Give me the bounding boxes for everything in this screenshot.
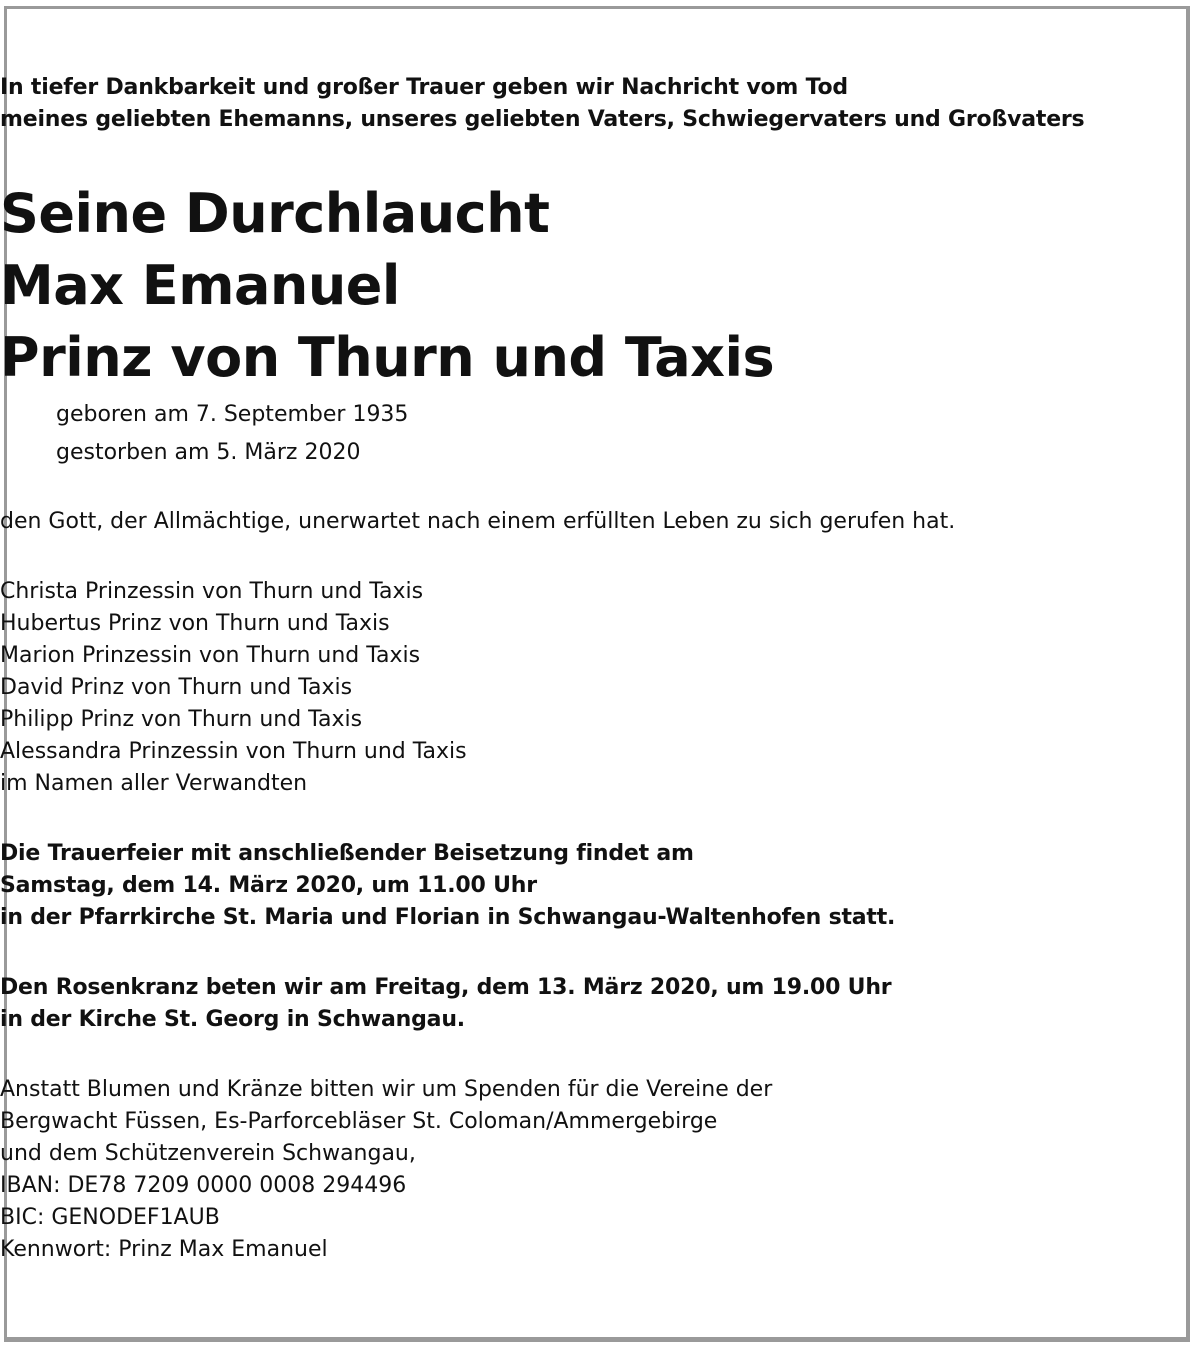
family-member: Marion Prinzessin von Thurn und Taxis bbox=[0, 643, 421, 668]
intro-text bbox=[0, 72, 1200, 136]
intro-line: meines geliebten Ehemanns, unseres geliebten Vaters, Schwiegervaters und Großvaters bbox=[0, 107, 1085, 132]
family-member: Hubertus Prinz von Thurn und Taxis bbox=[0, 611, 390, 636]
donation-line: Anstatt Blumen und Kränze bitten wir um Spenden für die Vereine der bbox=[0, 1077, 773, 1102]
family-member: Alessandra Prinzessin von Thurn und Taxis bbox=[0, 739, 467, 764]
deceased-name bbox=[0, 178, 1200, 394]
family-list bbox=[0, 576, 1200, 800]
closing-sentence: den Gott, der Allmächtige, unerwartet nach einem erfüllten Leben zu sich gerufen hat. bbox=[0, 509, 956, 534]
death-date: gestorben am 5. März 2020 bbox=[56, 440, 361, 465]
deceased-family-name: Prinz von Thurn und Taxis bbox=[0, 326, 775, 389]
life-dates bbox=[0, 396, 1200, 472]
deceased-title: Seine Durchlaucht bbox=[0, 182, 550, 245]
donation-iban: IBAN: DE78 7209 0000 0008 294496 bbox=[0, 1173, 407, 1198]
rosary-location: in der Kirche St. Georg in Schwangau. bbox=[0, 1007, 465, 1032]
donation-bic: BIC: GENODEF1AUB bbox=[0, 1205, 220, 1230]
family-member: David Prinz von Thurn und Taxis bbox=[0, 675, 353, 700]
family-member: Philipp Prinz von Thurn und Taxis bbox=[0, 707, 363, 732]
deceased-given-name: Max Emanuel bbox=[0, 254, 400, 317]
funeral-line: Die Trauerfeier mit anschließender Beisetzung findet am bbox=[0, 841, 694, 866]
funeral-location: in der Pfarrkirche St. Maria und Florian in Schwangau-Waltenhofen statt. bbox=[0, 905, 896, 930]
family-closing: im Namen aller Verwandten bbox=[0, 771, 308, 796]
donation-details bbox=[0, 1074, 1200, 1266]
funeral-details bbox=[0, 838, 1200, 934]
donation-line: Bergwacht Füssen, Es-Parforcebläser St. Coloman/Ammergebirge bbox=[0, 1109, 718, 1134]
rosary-details bbox=[0, 972, 1200, 1036]
donation-line: und dem Schützenverein Schwangau, bbox=[0, 1141, 416, 1166]
intro-line: In tiefer Dankbarkeit und großer Trauer geben wir Nachricht vom Tod bbox=[0, 75, 848, 100]
funeral-date: Samstag, dem 14. März 2020, um 11.00 Uhr bbox=[0, 873, 537, 898]
birth-date: geboren am 7. September 1935 bbox=[56, 402, 409, 427]
rosary-date: Den Rosenkranz beten wir am Freitag, dem 13. März 2020, um 19.00 Uhr bbox=[0, 975, 892, 1000]
family-member: Christa Prinzessin von Thurn und Taxis bbox=[0, 579, 424, 604]
donation-keyword: Kennwort: Prinz Max Emanuel bbox=[0, 1237, 328, 1262]
